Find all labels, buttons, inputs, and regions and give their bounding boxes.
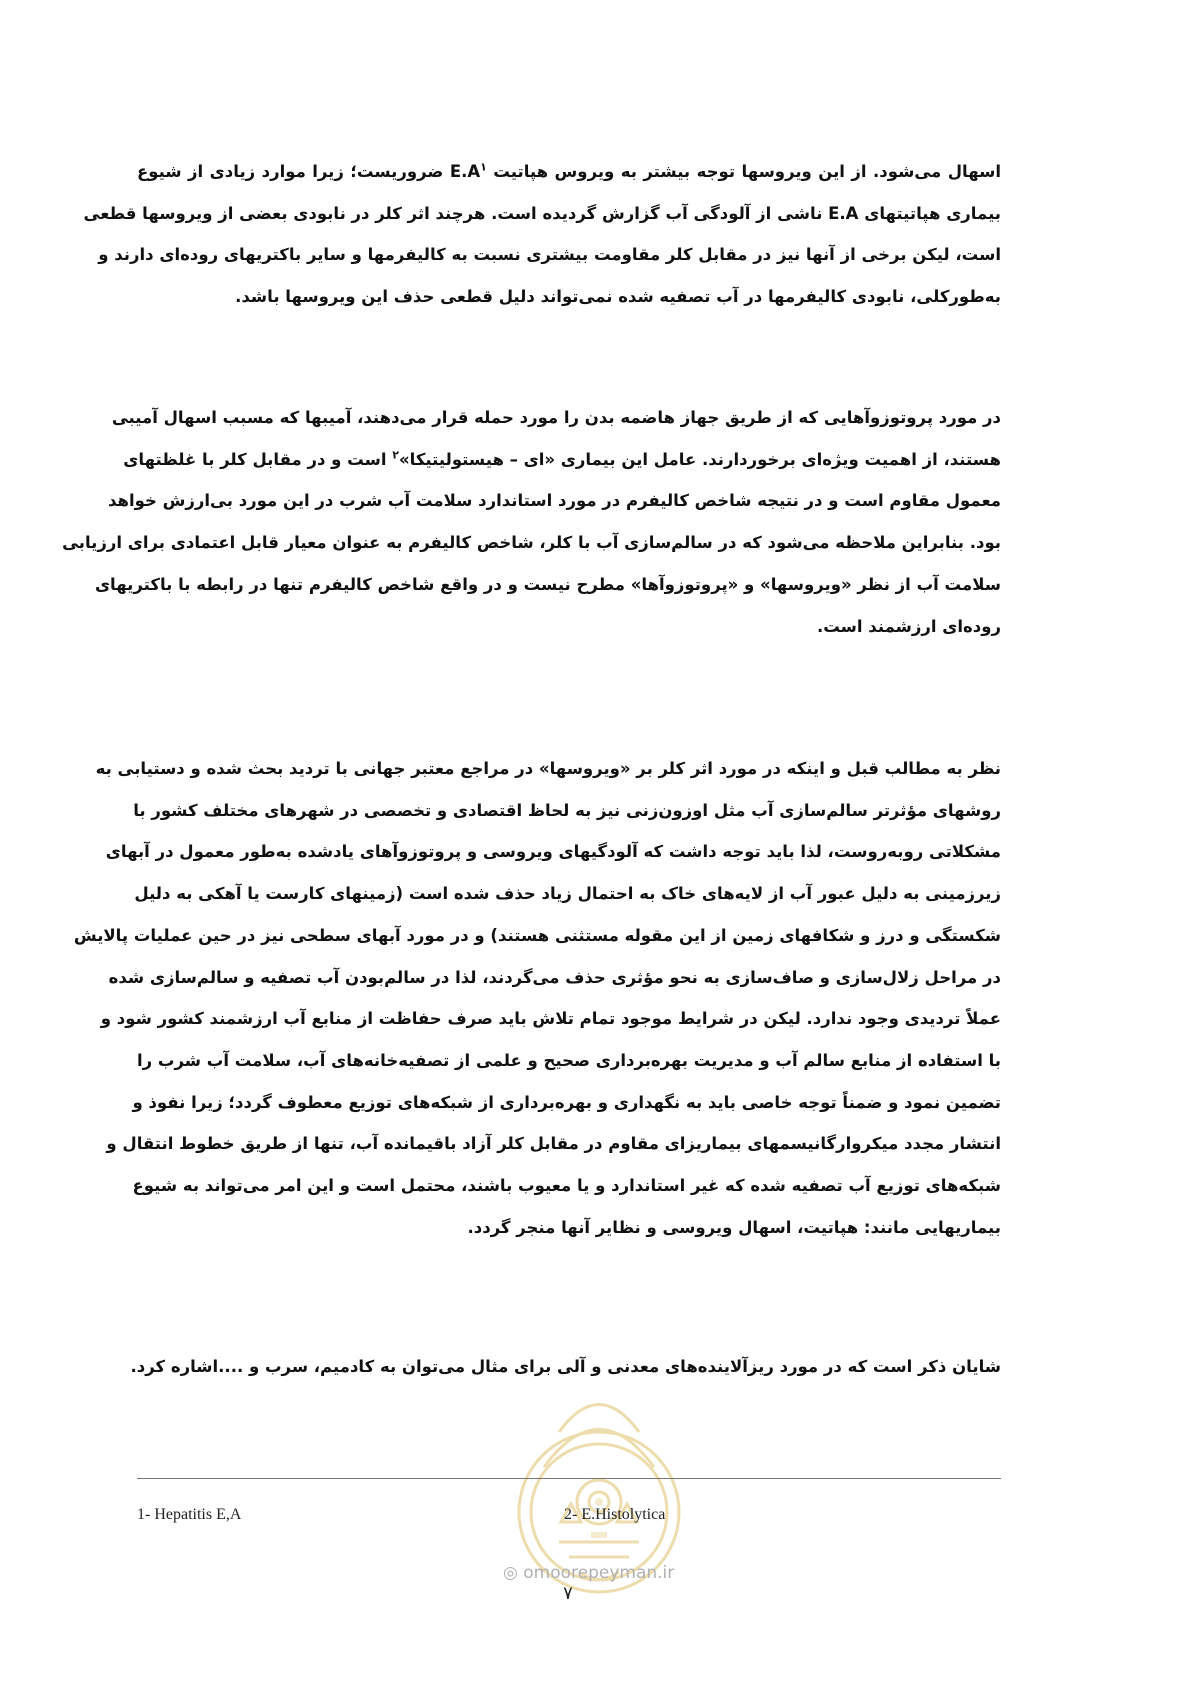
text-line: نظر به مطالب قبل و اینکه در مورد اثر کلر بر «ویروسها» در مراجع معتبر جهانی با تردید بحث شده و دستیابی به [95,759,1001,778]
text-line: معمول مقاوم است و در نتیجه شاخص کالیفرم در مورد استاندارد سلامت آب شرب در این مورد بی‌ارزش خواهد [108,491,1001,511]
text-segment: هستند، از اهمیت ویژه‌ای برخوردارند. عامل این بیماری «ای – هیستولیتیکا» [398,449,1001,469]
text-segment: ضروریست؛ زیرا موارد زیادی از شیوع [137,162,450,181]
text-segment: اسهال می‌شود. از این ویروسها توجه بیشتر به ویروس هپاتیت E.A [449,162,1001,181]
text-line: روده‌ای ارزشمند است. [816,616,1001,636]
text-line: است، لیکن برخی از آنها نیز در مقابل کلر مقاومت بیشتری نسبت به کالیفرمها و سایر باکتریهای روده‌ای دارند و [98,245,1001,265]
text-line: زیرزمینی به دلیل عبور آب از لایه‌های خاک به احتمال زیاد حذف شده است (زمینهای کارست یا آهکی به دلیل [134,884,1001,904]
paragraph-protozoa-amoeba [62,397,1001,647]
text-line [123,439,1001,481]
footnote-1: 1- Hepatitis E,A [137,1506,242,1523]
text-line: بیماریهایی مانند: هپاتیت، اسهال ویروسی و نظایر آنها منجر گردد. [467,1217,1001,1237]
text-line: در مراحل زلال‌سازی و صاف‌سازی به نحو مؤثری حذف می‌گردند، لذا در سالم‌بودن آب تصفیه و سالم‌سازی شده [108,967,1001,987]
text-line: شبکه‌های توزیع آب تصفیه شده که غیر استاندارد و یا معیوب باشند، محتمل است و این امر می‌تواند به شیوع [132,1176,1001,1196]
text-line [137,151,1001,193]
footnote-marker[interactable]: ۲ [392,448,399,462]
watermark-globe-icon: ◎ [503,1563,518,1583]
text-line: تضمین نمود و ضمناً توجه خاصی باید به نگهداری و بهره‌برداری از شبکه‌های توزیع معطوف گردد؛ زیرا نفوذ و [132,1092,1001,1112]
text-line: عملاً تردیدی وجود ندارد. لیکن در شرایط موجود تمام تلاش باید صرف حفاظت از منابع آب ارزشمند کشور شود و [100,1009,1001,1029]
paragraph-viruses-hepatitis [83,151,1001,318]
text-line: شکستگی و درز و شکافهای زمین از این مقوله مستثنی هستند) و در مورد آبهای سطحی نیز در حین عملیات پالایش [73,925,1001,945]
page-number: ۷ [563,1583,573,1604]
text-line: به‌طورکلی، نابودی کالیفرمها در آب تصفیه شده نمی‌تواند دلیل قطعی حذف این ویروسها باشد. [235,287,1001,307]
text-segment: است و در مقابل کلر با غلظتهای [123,449,393,469]
text-line: روشهای مؤثرتر سالم‌سازی آب مثل اوزون‌زنی نیز به لحاظ اقتصادی و تخصصی در شهرهای مختلف کشور با [133,800,1001,820]
paragraph-micropollutants-note [130,1352,1001,1382]
text-line: در مورد پروتوزوآهایی که از طریق جهاز هاضمه بدن را مورد حمله قرار می‌دهند، آمیبها که مسبب اسهال آمیبی [111,408,1001,427]
footnote-2: 2- E.Histolytica [564,1506,666,1523]
text-line: شایان ذکر است که در مورد ریزآلاینده‌های معدنی و آلی برای مثال می‌توان به کادمیم، سرب و ....اشاره کرد. [130,1357,1001,1376]
text-line: مشکلاتی روبه‌روست، لذا باید توجه داشت که آلودگیهای ویروسی و پروتوزوآهای یادشده به‌طور معمول در آبهای [105,842,1001,862]
text-line: سلامت آب از نظر «ویروسها» و «پروتوزوآها» مطرح نیست و در واقع شاخص کالیفرم تنها در رابطه با باکتریهای [94,574,1001,594]
watermark-logo-icon [498,1372,700,1622]
footnote-marker[interactable]: ۱ [480,160,487,174]
text-line: بیماری هپاتیتهای E.A ناشی از آلودگی آب گزارش گردیده است. هرچند اثر کلر در نابودی بعضی از ویروسها قطعی [83,203,1001,223]
watermark-site-text: omoorepeyman.ir [523,1563,675,1583]
text-line: بود. بنابراین ملاحظه می‌شود که در سالم‌سازی آب با کلر، شاخص کالیفرم به عنوان معیار قابل اعتمادی برای ارزیابی [62,533,1001,553]
watermark-site-url [503,1563,674,1583]
footnote-divider [137,1478,1001,1479]
text-line: انتشار مجدد میکروارگانیسمهای بیماریزای مقاوم در مقابل کلر آزاد باقیمانده آب، تنها از طریق خطوط انتقال و [106,1134,1001,1154]
paragraph-chlorine-conclusion [73,748,1001,1248]
text-line: با استفاده از منابع سالم آب و مدیریت بهره‌برداری صحیح و علمی از تصفیه‌خانه‌های آب، سلامت آب شرب را [137,1050,1001,1070]
